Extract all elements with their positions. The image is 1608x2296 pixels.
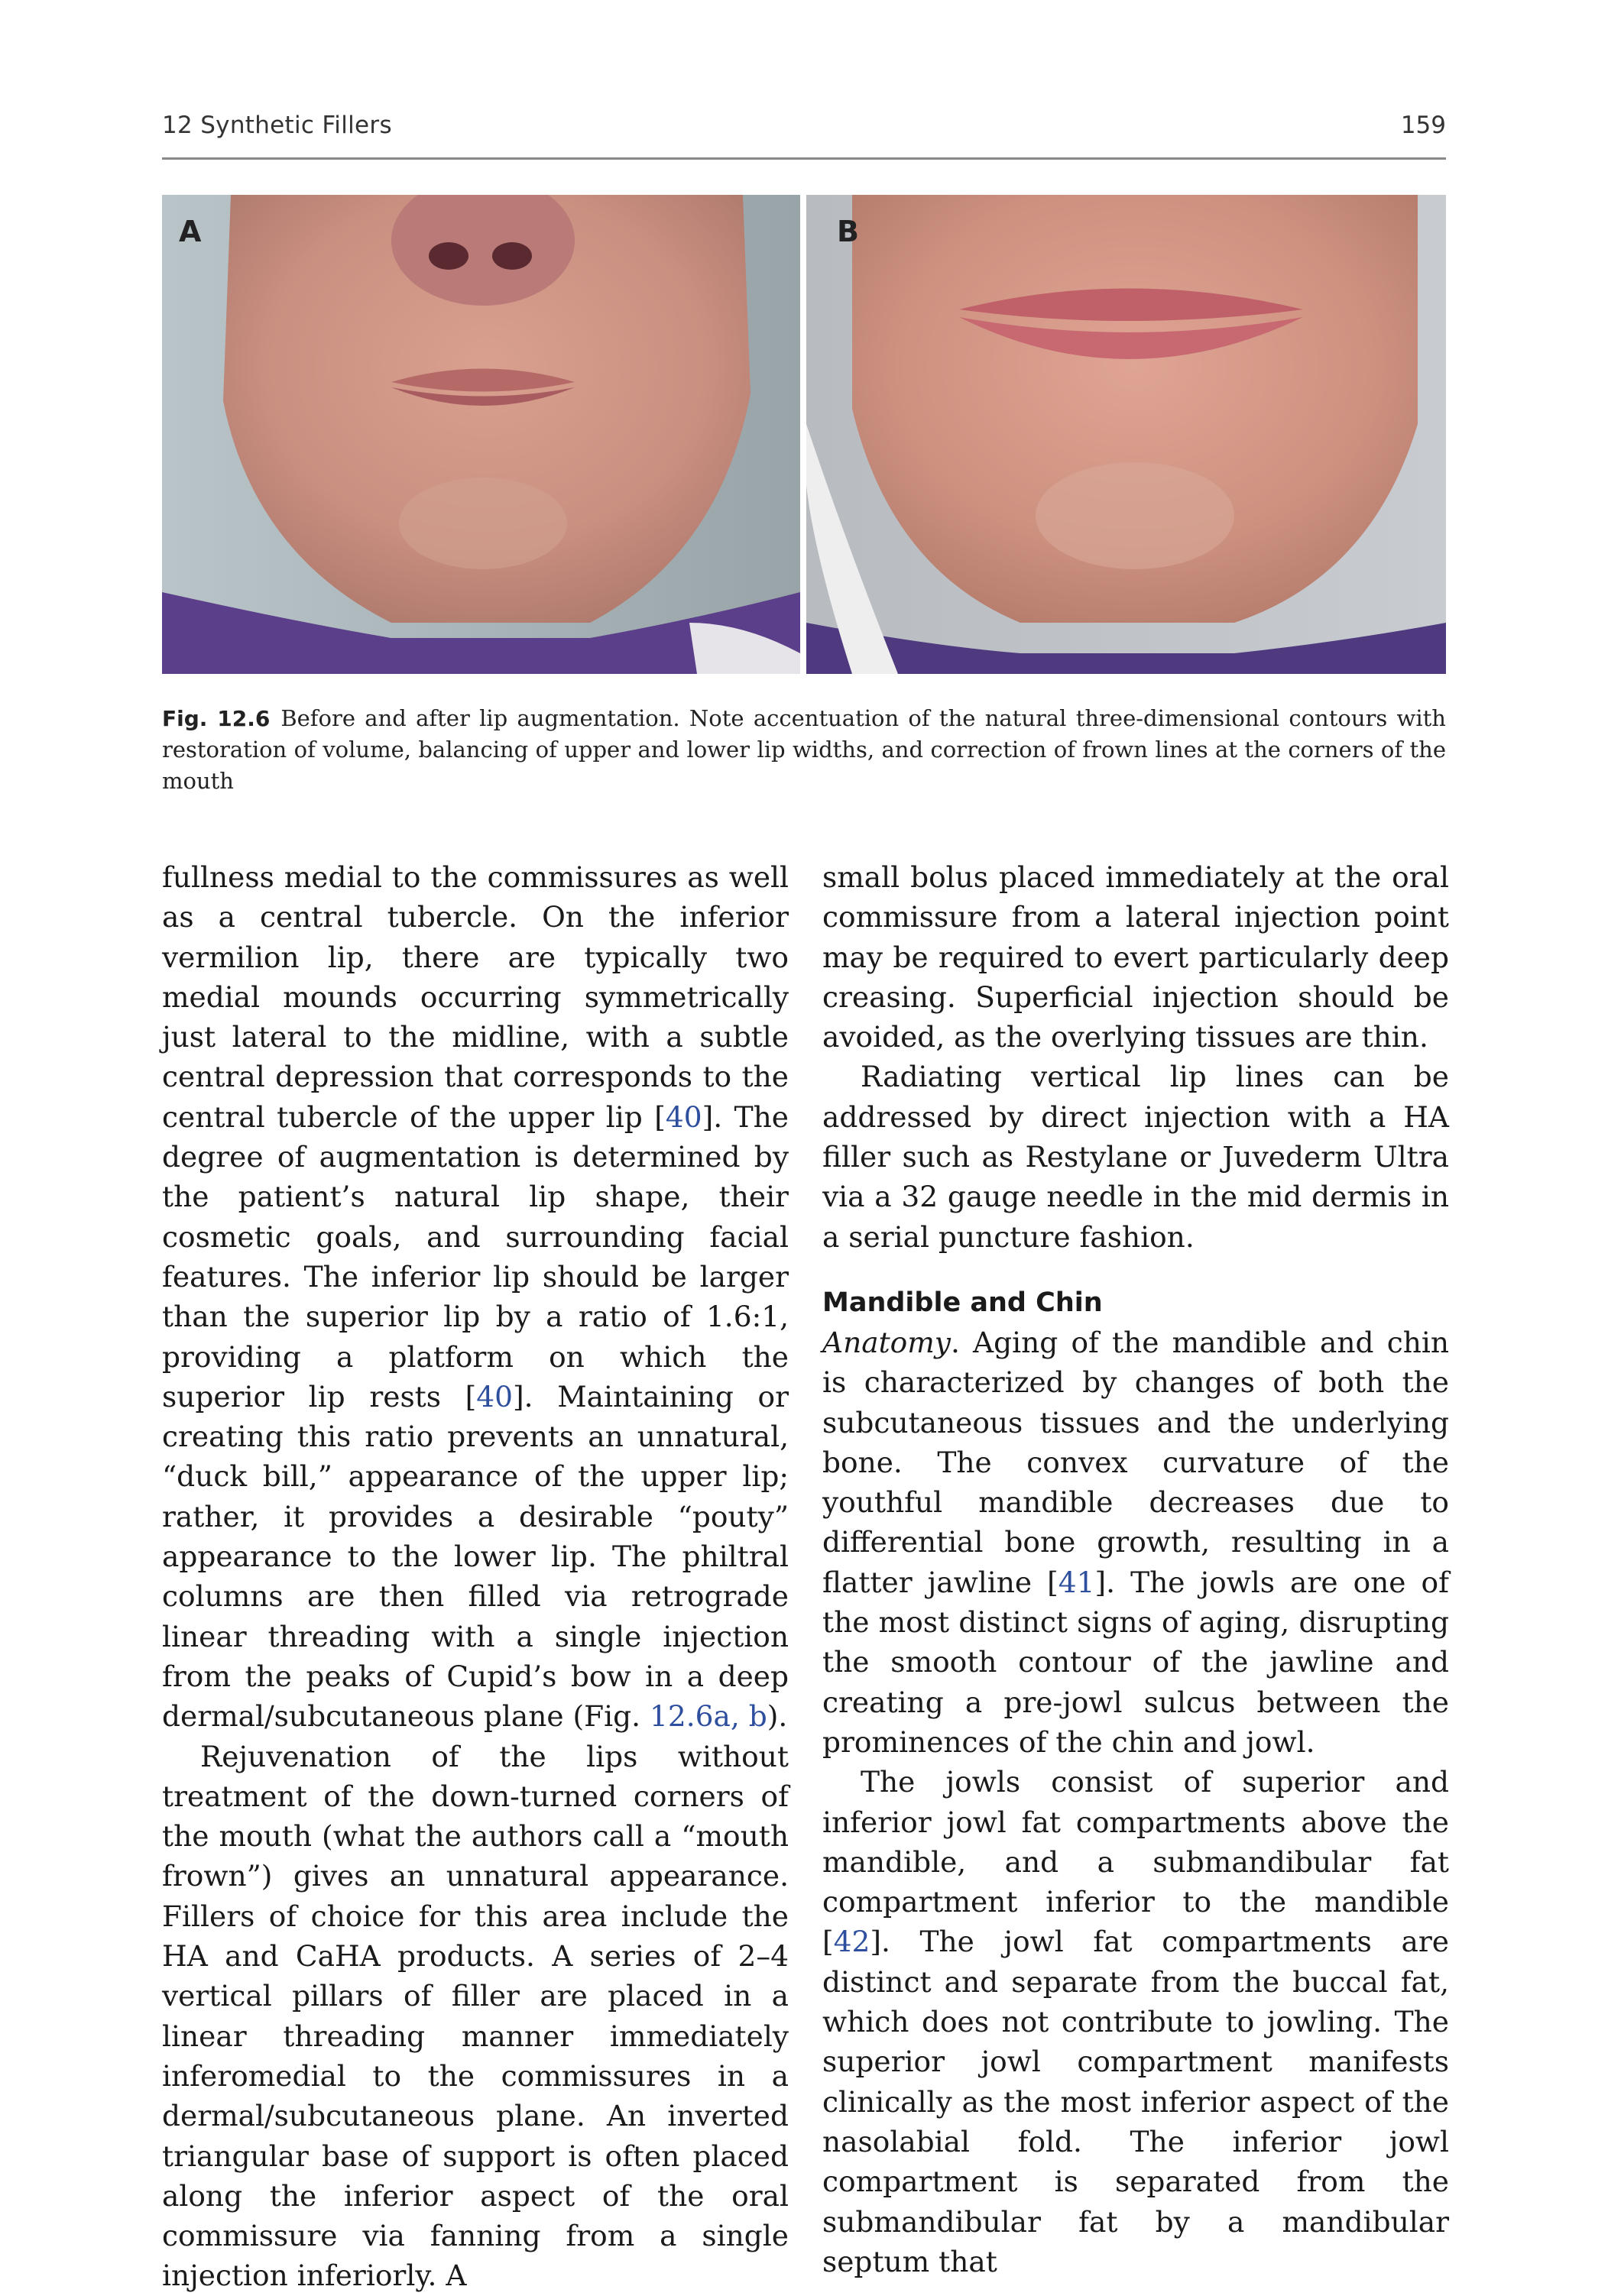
right-paragraph-4 <box>822 1762 1449 2281</box>
figure-12-6 <box>162 195 1446 674</box>
text-run: ]. The jowls are one of the most distinct signs of aging, disrupting the smooth contour of the jawline and creating a pre-jowl sulcus between the prominences of the chin and jowl. <box>822 1565 1449 1759</box>
citation-link[interactable]: 40 <box>665 1099 702 1134</box>
panel-a-label: A <box>179 215 202 248</box>
figure-reference-link[interactable]: 12.6a, b <box>650 1699 767 1734</box>
citation-link[interactable]: 40 <box>476 1379 514 1414</box>
before-photo-image <box>162 195 800 674</box>
left-column <box>162 857 789 2296</box>
anatomy-lead: Anatomy <box>822 1325 951 1359</box>
text-run: fullness medial to the commissures as well as a central tubercle. On the inferior vermilion lip, there are typically two medial mounds occurring symmetrically just lateral to the midline, with a subtle central depression that corresponds to the central tubercle of the upper lip [ <box>162 860 789 1134</box>
citation-link[interactable]: 42 <box>833 1925 870 1959</box>
text-run: The jowls consist of superior and inferior jowl fat compartments above the mandible, and a submandibular fat compartment inferior to the mandible [ <box>822 1765 1449 1959</box>
text-run: ]. The jowl fat compartments are distinct and separate from the buccal fat, which does not contribute to jowling. The superior jowl compartment manifests clinically as the most inferior aspect of the nasolabial fold. The inferior jowl compartment is separated from the submandibular fat by a mandibular septum that <box>822 1925 1449 2278</box>
right-paragraph-2: Radiating vertical lip lines can be addressed by direct injection with a HA filler such as Restylane or Juvederm Ultra via a 32 gauge needle in the mid dermis in a serial puncture fashion. <box>822 1060 1449 1254</box>
panel-b-after-photo <box>806 195 1446 674</box>
text-run: ). <box>767 1699 788 1734</box>
figure-label: Fig. 12.6 <box>162 706 271 731</box>
left-paragraph-1 <box>162 857 789 1737</box>
right-paragraph-3 <box>822 1323 1449 1762</box>
chapter-title: 12 Synthetic Fillers <box>162 112 392 139</box>
text-run: ]. The degree of augmentation is determined by the patient’s natural lip shape, their cosmetic goals, and surrounding facial features. The inferior lip should be larger than the superior lip by a ratio of 1.6:1, providing a platform on which the superior lip rests [ <box>162 1099 789 1414</box>
figure-caption <box>162 703 1446 797</box>
citation-link[interactable]: 41 <box>1058 1565 1095 1599</box>
section-heading-mandible-chin: Mandible and Chin <box>822 1287 1103 1318</box>
running-head <box>162 112 1446 160</box>
text-run: ]. Maintaining or creating this ratio prevents an unnatural, “duck bill,” appearance of the upper lip; rather, it provides a desirable “pouty” appearance to the lower lip. The philtral columns are then filled via retrograde linear threading with a single injection from the peaks of Cupid’s bow in a deep dermal/subcutaneous plane (Fig. <box>162 1379 789 1734</box>
figure-caption-text: Before and after lip augmentation. Note accentuation of the natural three-dimensional contours with restoration of volume, balancing of upper and lower lip widths, and correction of frown lines at the corners of the mouth <box>162 705 1446 794</box>
panel-a-before-photo <box>162 195 800 674</box>
right-paragraph-1: small bolus placed immediately at the oral commissure from a lateral injection point may be required to evert particularly deep creasing. Superficial injection should be avoided, as the overlying tissues are thin. <box>822 860 1449 1054</box>
right-column <box>822 857 1449 2281</box>
after-photo-image <box>806 195 1446 674</box>
text-run: . Aging of the mandible and chin is characterized by changes of both the subcutaneous tissues and the underlying bone. The convex curvature of the youthful mandible decreases due to differential bone growth, resulting in a flatter jawline [ <box>822 1325 1449 1599</box>
left-paragraph-2: Rejuvenation of the lips without treatment of the down-turned corners of the mouth (what the authors call a “mouth frown”) gives an unnatural appearance. Fillers of choice for this area include the HA and CaHA products. A series of 2–4 vertical pillars of filler are placed in a linear threading manner immediately inferomedial to the commissures in a dermal/subcutaneous plane. An inverted triangular base of support is often placed along the inferior aspect of the oral commissure via fanning from a single injection inferiorly. A <box>162 1739 789 2293</box>
panel-b-label: B <box>837 215 859 248</box>
page-number: 159 <box>1400 112 1446 139</box>
